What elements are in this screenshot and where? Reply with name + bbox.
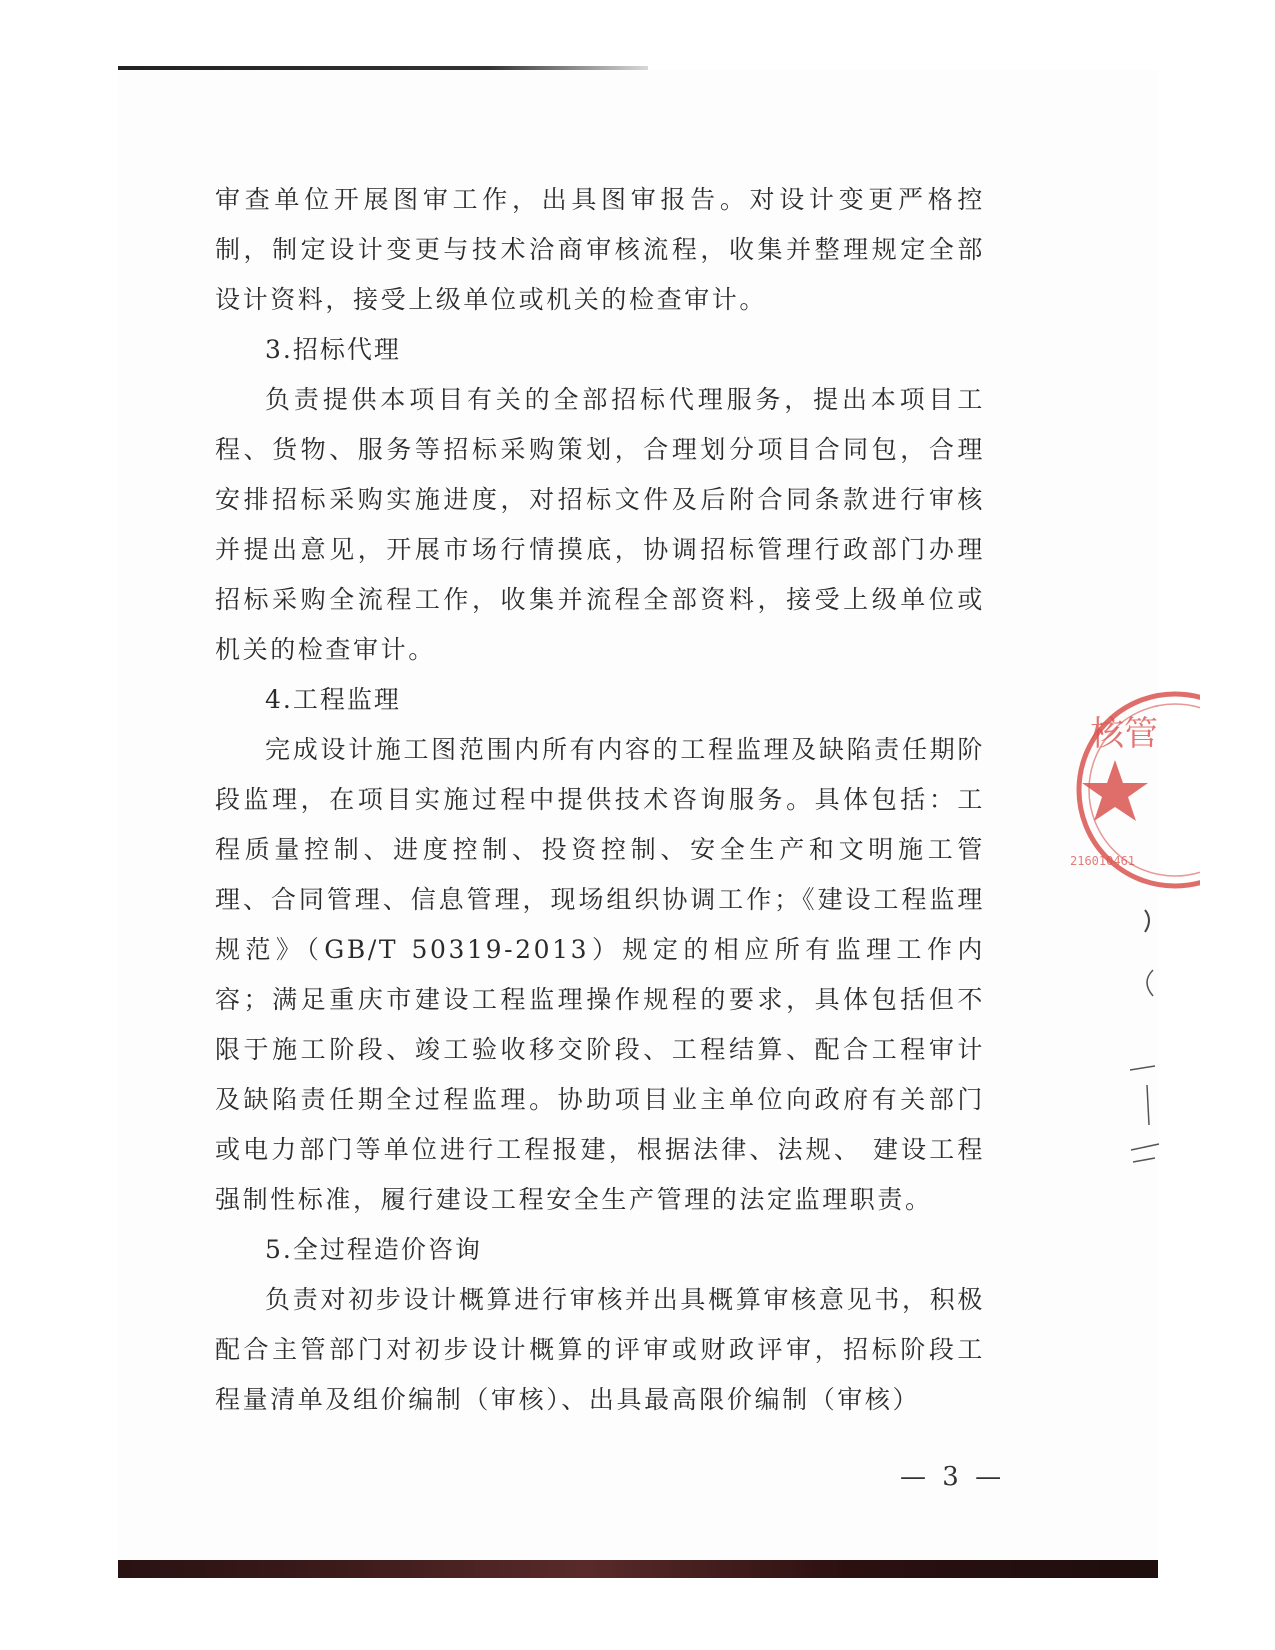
- section-heading-cost-consulting: 5.全过程造价咨询: [265, 1235, 482, 1264]
- paragraph-cost-consulting: 负责对初步设计概算进行审核并出具概算审核意见书，积极配合主管部门对初步设计概算的评审或财政评审，招标阶段工程量清单及组价编制（审核）、出具最高限价编制（审核）: [215, 1285, 985, 1414]
- seal-text: 核管: [1090, 714, 1158, 754]
- seal-number: 216010461: [1070, 854, 1136, 868]
- document-body: [215, 175, 985, 1425]
- page-number: — 3 —: [900, 1462, 1006, 1492]
- seal-graphic: [1070, 685, 1200, 895]
- paragraph-bidding-agency: 负责提供本项目有关的全部招标代理服务，提出本项目工程、货物、服务等招标采购策划，合理划分项目合同包，合理安排招标采购实施进度，对招标文件及后附合同条款进行审核并提出意见，开展市场行情摸底，协调招标管理行政部门办理招标采购全流程工作，收集并流程全部资料，接受上级单位或机关的检查审计。: [215, 385, 985, 664]
- handwritten-edge-marks: [1125, 900, 1165, 1230]
- section-heading-engineering-supervision: 4.工程监理: [265, 685, 401, 714]
- bottom-edge-strip: [118, 1560, 1158, 1578]
- paragraph-continued: 审查单位开展图审工作，出具图审报告。对设计变更严格控制，制定设计变更与技术洽商审核流程，收集并整理规定全部设计资料，接受上级单位或机关的检查审计。: [215, 185, 985, 314]
- red-seal-stamp: [1070, 685, 1200, 895]
- section-heading-bidding-agency: 3.招标代理: [265, 335, 401, 364]
- paragraph-engineering-supervision: 完成设计施工图范围内所有内容的工程监理及缺陷责任期阶段监理，在项目实施过程中提供技术咨询服务。具体包括：工程质量控制、进度控制、投资控制、安全生产和文明施工管理、合同管理、信息管理，现场组织协调工作；《建设工程监理规范》（GB/T 50319-2013）规定的相应所有监理工作内容；满足重庆市建设工程监理操作规程的要求，具体包括但不限于施工阶段、竣工验收移交阶段、工程结算、配合工程审计及缺陷责任期全过程监理。协助项目业主单位向政府有关部门或电力部门等单位进行工程报建，根据法律、法规、 建设工程强制性标准，履行建设工程安全生产管理的法定监理职责。: [215, 735, 985, 1214]
